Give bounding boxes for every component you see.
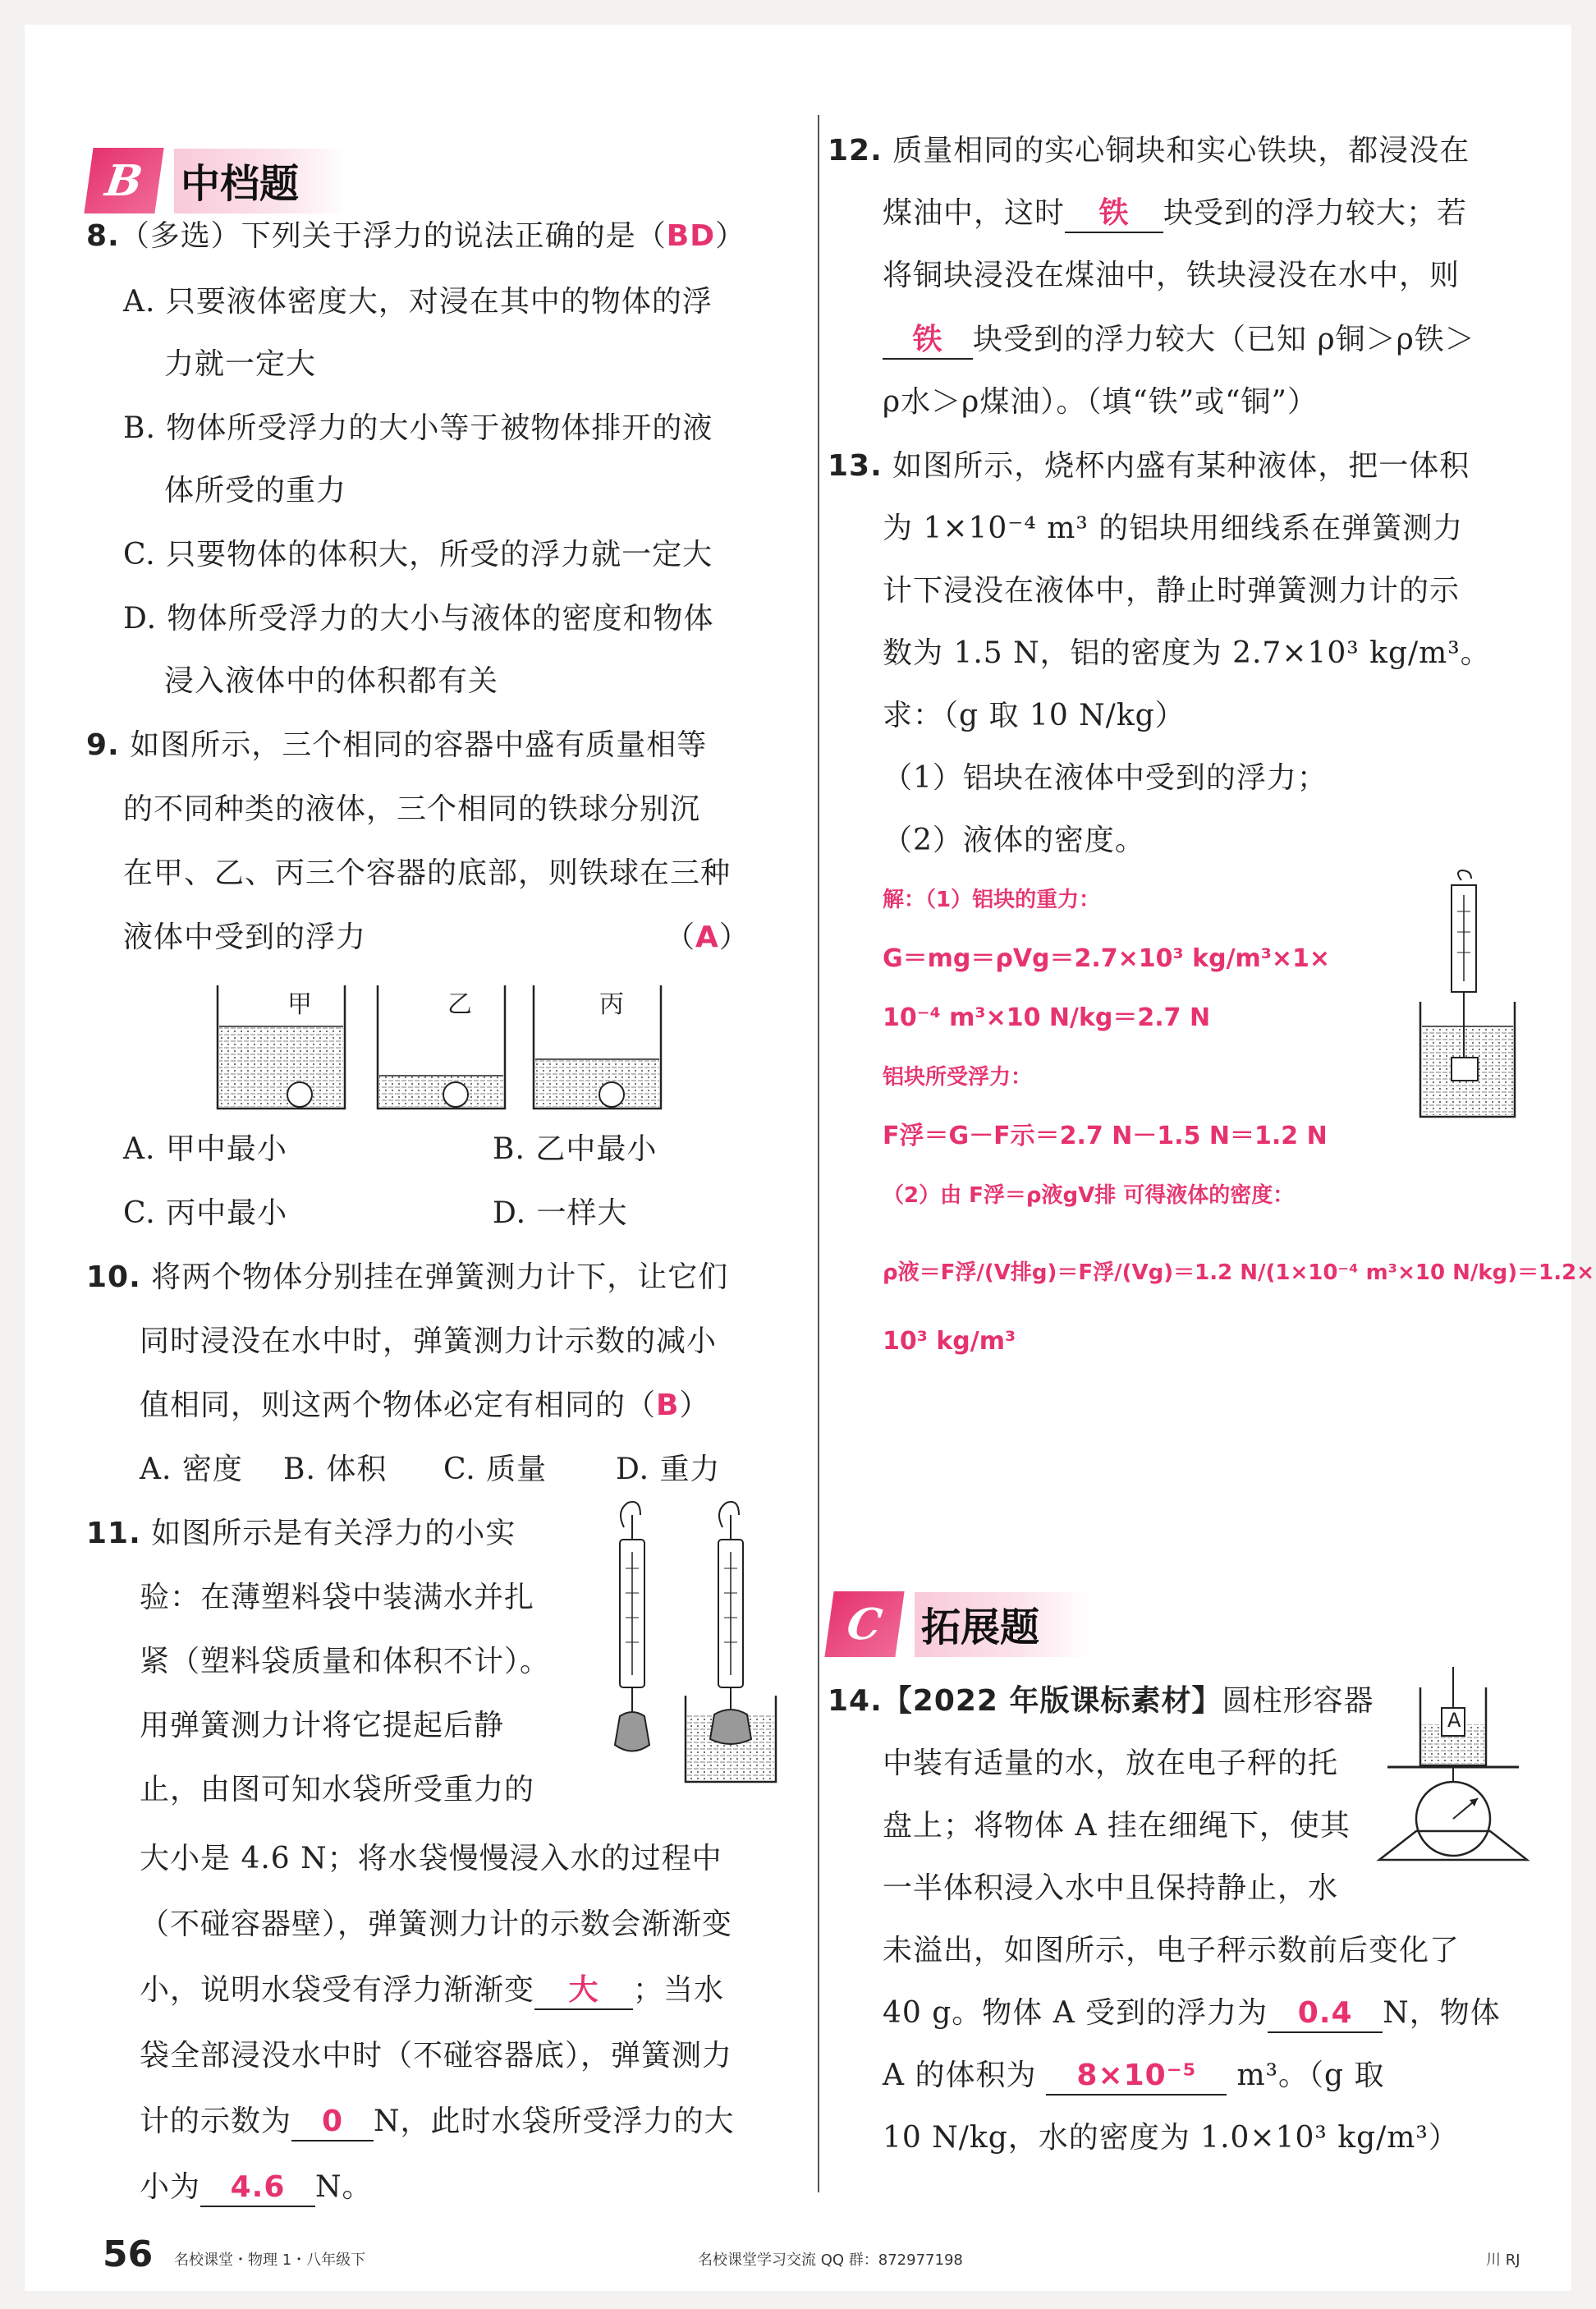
q12-number: 12. <box>828 134 883 168</box>
q11-line11-text-b: N。 <box>315 2170 373 2204</box>
q13-solution-7: ρ液＝F浮/(V排g)＝F浮/(Vg)＝1.2 N/(1×10⁻⁴ m³×10 N/kg)＝1.2× <box>883 1260 1594 1285</box>
q13-line1 <box>828 448 1470 484</box>
q13-solution-2: G＝mg＝ρVg＝2.7×10³ kg/m³×1× <box>883 944 1331 973</box>
container-bing <box>534 985 661 1109</box>
q9-line1 <box>86 728 707 764</box>
q9-line2: 的不同种类的液体，三个相同的铁球分别沉 <box>123 792 701 826</box>
q11-line3: 紧（塑料袋质量和体积不计）。 <box>140 1645 551 1678</box>
q14-line8: 10 N/kg，水的密度为 1.0×10³ kg/m³） <box>883 2121 1459 2155</box>
q12-line1 <box>828 133 1470 169</box>
q9-answer-bracket: （A） <box>665 920 750 954</box>
section-c-letter: C <box>824 1591 904 1657</box>
q11-line6: 大小是 4.6 N；将水袋慢慢浸入水的过程中 <box>140 1842 722 1875</box>
section-b-title: 中档题 <box>174 149 348 213</box>
q11-line11-text-a: 小为 <box>140 2170 201 2204</box>
q9-option-b: B. 乙中最小 <box>493 1132 658 1166</box>
q10-line3-text: 值相同，则这两个物体必定有相同的（ <box>140 1389 657 1422</box>
q8-option-d-line1: D. 物体所受浮力的大小与液体的密度和物体 <box>123 602 714 636</box>
q11-line1-text: 如图所示是有关浮力的小实 <box>151 1517 516 1550</box>
q11-line5: 止，由图可知水袋所受重力的 <box>140 1773 535 1806</box>
q10-line3 <box>140 1388 709 1424</box>
q14-line6-text-b: N，物体 <box>1383 1996 1501 2030</box>
q14-line4: 一半体积浸入水中且保持静止，水 <box>883 1871 1339 1905</box>
q10-line1 <box>86 1260 728 1296</box>
q8-option-c: C. 只要物体的体积大，所受的浮力就一定大 <box>123 538 713 572</box>
q10-number: 10. <box>86 1260 141 1294</box>
q8-option-b-line2: 体所受的重力 <box>164 474 347 507</box>
section-c-header <box>829 1591 1089 1657</box>
q9-line4: 液体中受到的浮力 <box>123 920 367 954</box>
q11-line4: 用弹簧测力计将它提起后静 <box>140 1709 505 1742</box>
q14-line5: 未溢出，如图所示，电子秤示数前后变化了 <box>883 1934 1461 1967</box>
q14-line6-text-a: 40 g。物体 A 受到的浮力为 <box>883 1996 1268 2030</box>
footer-qq-group: 名校课堂学习交流 QQ 群：872977198 <box>698 2252 963 2269</box>
q9-option-c: C. 丙中最小 <box>123 1196 288 1230</box>
q10-option-b: B. 体积 <box>283 1453 388 1486</box>
q9-answer: A <box>695 920 719 954</box>
container-jia <box>218 985 345 1109</box>
q13-beaker-figure <box>1412 870 1527 1125</box>
q13-number: 13. <box>828 449 883 483</box>
q8-stem <box>86 218 745 255</box>
q9-option-d: D. 一样大 <box>493 1196 628 1230</box>
q10-option-d: D. 重力 <box>616 1453 721 1486</box>
q9-label-bing: 丙 <box>599 990 625 1019</box>
q9-number: 9. <box>86 728 120 762</box>
q11-blank-3: 4.6 <box>200 2169 315 2207</box>
q13-solution-8: 10³ kg/m³ <box>883 1327 1016 1356</box>
q14-object-a-label: A <box>1447 1709 1462 1732</box>
q13-solution-1: 解：（1）铝块的重力： <box>883 888 1101 912</box>
q12-blank-2: 铁 <box>883 322 973 360</box>
q11-line10 <box>140 2104 735 2141</box>
q12-line1-text: 质量相同的实心铜块和实心铁块，都浸没在 <box>892 134 1470 168</box>
q13-solution-6: （2）由 F浮＝ρ液gV排 可得液体的密度： <box>883 1183 1295 1208</box>
q8-option-a-line2: 力就一定大 <box>164 347 317 381</box>
q13-line3: 计下浸没在液体中，静止时弹簧测力计的示 <box>883 574 1461 608</box>
q11-line11 <box>140 2169 373 2207</box>
q11-line2: 验：在薄塑料袋中装满水并扎 <box>140 1581 535 1614</box>
q11-spring-scale-figure <box>591 1494 805 1806</box>
q14-line2: 中装有适量的水，放在电子秤的托 <box>883 1747 1339 1780</box>
q10-line1-text: 将两个物体分别挂在弹簧测力计下，让它们 <box>151 1260 729 1294</box>
spring-scale-in-air <box>615 1502 649 1751</box>
q14-blank-1: 0.4 <box>1268 1995 1383 2033</box>
q11-line9: 袋全部浸没水中时（不碰容器底），弹簧测力 <box>140 2039 733 2073</box>
q12-blank-1: 铁 <box>1065 195 1163 233</box>
q9-label-jia: 甲 <box>287 990 313 1019</box>
q13-solution-4: 铝块所受浮力： <box>883 1065 1033 1090</box>
q14-line7-text-b: m³。（g 取 <box>1236 2059 1385 2092</box>
q13-line7: （2）液体的密度。 <box>883 824 1145 857</box>
q14-blank-2: 8×10⁻⁵ <box>1046 2058 1227 2096</box>
q11-number: 11. <box>86 1517 141 1550</box>
q11-line10-text-a: 计的示数为 <box>140 2105 292 2138</box>
q13-solution-5: F浮＝G－F示＝2.7 N－1.5 N＝1.2 N <box>883 1122 1328 1150</box>
page <box>25 25 1594 2291</box>
q8-stem-text: （多选）下列关于浮力的说法正确的是（ <box>119 219 667 253</box>
q10-line3-end: ） <box>679 1389 710 1422</box>
q10-option-c: C. 质量 <box>443 1453 548 1486</box>
q14-scale-figure <box>1371 1667 1535 1872</box>
q11-line10-text-b: N，此时水袋所受浮力的大 <box>374 2105 735 2138</box>
q14-line7 <box>883 2058 1385 2096</box>
q14-number: 14. <box>828 1684 883 1718</box>
q8-option-a-line1: A. 只要液体密度大，对浸在其中的物体的浮 <box>123 285 713 319</box>
container-yi <box>378 985 505 1109</box>
q11-line8-text-a: 小，说明水袋受有浮力渐渐变 <box>140 1973 535 2007</box>
q13-line1-text: 如图所示，烧杯内盛有某种液体，把一体积 <box>892 449 1470 483</box>
q13-line5: 求：（g 取 10 N/kg） <box>883 699 1186 732</box>
q8-number: 8. <box>86 219 120 253</box>
q12-line3: 将铜块浸没在煤油中，铁块浸没在水中，则 <box>883 259 1461 292</box>
q14-line1-text: 圆柱形容器 <box>1222 1684 1374 1718</box>
q8-option-d-line2: 浸入液体中的体积都有关 <box>164 664 499 698</box>
q14-line6 <box>883 1995 1501 2033</box>
q8-stem-end: ） <box>715 219 746 253</box>
q11-line1 <box>86 1516 516 1552</box>
q11-line7: （不碰容器壁），弹簧测力计的示数会渐渐变 <box>140 1907 733 1941</box>
q11-blank-2: 0 <box>291 2104 374 2141</box>
q12-line2 <box>883 195 1467 233</box>
section-b-header <box>89 148 348 213</box>
q9-label-yi: 乙 <box>447 990 473 1019</box>
q8-answer: BD <box>666 219 716 253</box>
page-number: 56 <box>103 2233 154 2275</box>
q12-line2-text-a: 煤油中，这时 <box>883 196 1066 230</box>
q11-line8 <box>140 1972 724 2010</box>
section-c-title: 拓展题 <box>915 1592 1089 1657</box>
q14-tag: 【2022 年版课标素材】 <box>882 1684 1222 1718</box>
q14-line7-text-a: A 的体积为 <box>883 2059 1037 2092</box>
footer-edition: 川 RJ <box>1486 2252 1520 2269</box>
q9-line3: 在甲、乙、丙三个容器的底部，则铁球在三种 <box>123 856 732 890</box>
q10-line2: 同时浸没在水中时，弹簧测力计示数的减小 <box>140 1324 718 1358</box>
footer-book-title: 名校课堂・物理 1・八年级下 <box>174 2252 366 2269</box>
q10-answer: B <box>656 1389 680 1422</box>
q13-line6: （1）铝块在液体中受到的浮力； <box>883 761 1328 795</box>
q14-line3: 盘上；将物体 A 挂在细绳下，使其 <box>883 1809 1351 1843</box>
q13-line4: 数为 1.5 N，铝的密度为 2.7×10³ kg/m³。 <box>883 636 1491 670</box>
q12-line4-text: 块受到的浮力较大（已知 ρ铜＞ρ铁＞ <box>973 323 1475 356</box>
q11-blank-1: 大 <box>534 1972 633 2010</box>
q9-option-a: A. 甲中最小 <box>123 1132 287 1166</box>
spring-scale-in-water <box>686 1502 776 1782</box>
q12-line5: ρ水＞ρ煤油）。（填“铁”或“铜”） <box>883 385 1318 419</box>
q10-option-a: A. 密度 <box>140 1453 243 1486</box>
q13-line2: 为 1×10⁻⁴ m³ 的铝块用细线系在弹簧测力 <box>883 512 1464 545</box>
column-divider <box>818 115 819 2192</box>
section-b-letter: B <box>84 148 163 213</box>
q14-line1 <box>828 1683 1374 1719</box>
q8-option-b-line1: B. 物体所受浮力的大小等于被物体排开的液 <box>123 411 713 445</box>
q11-line8-text-b: ；当水 <box>633 1973 725 2007</box>
q12-line2-text-b: 块受到的浮力较大；若 <box>1163 196 1468 230</box>
q13-solution-3: 10⁻⁴ m³×10 N/kg＝2.7 N <box>883 1003 1211 1032</box>
q12-line4 <box>883 322 1475 360</box>
q9-line1-text: 如图所示，三个相同的容器中盛有质量相等 <box>130 728 708 762</box>
